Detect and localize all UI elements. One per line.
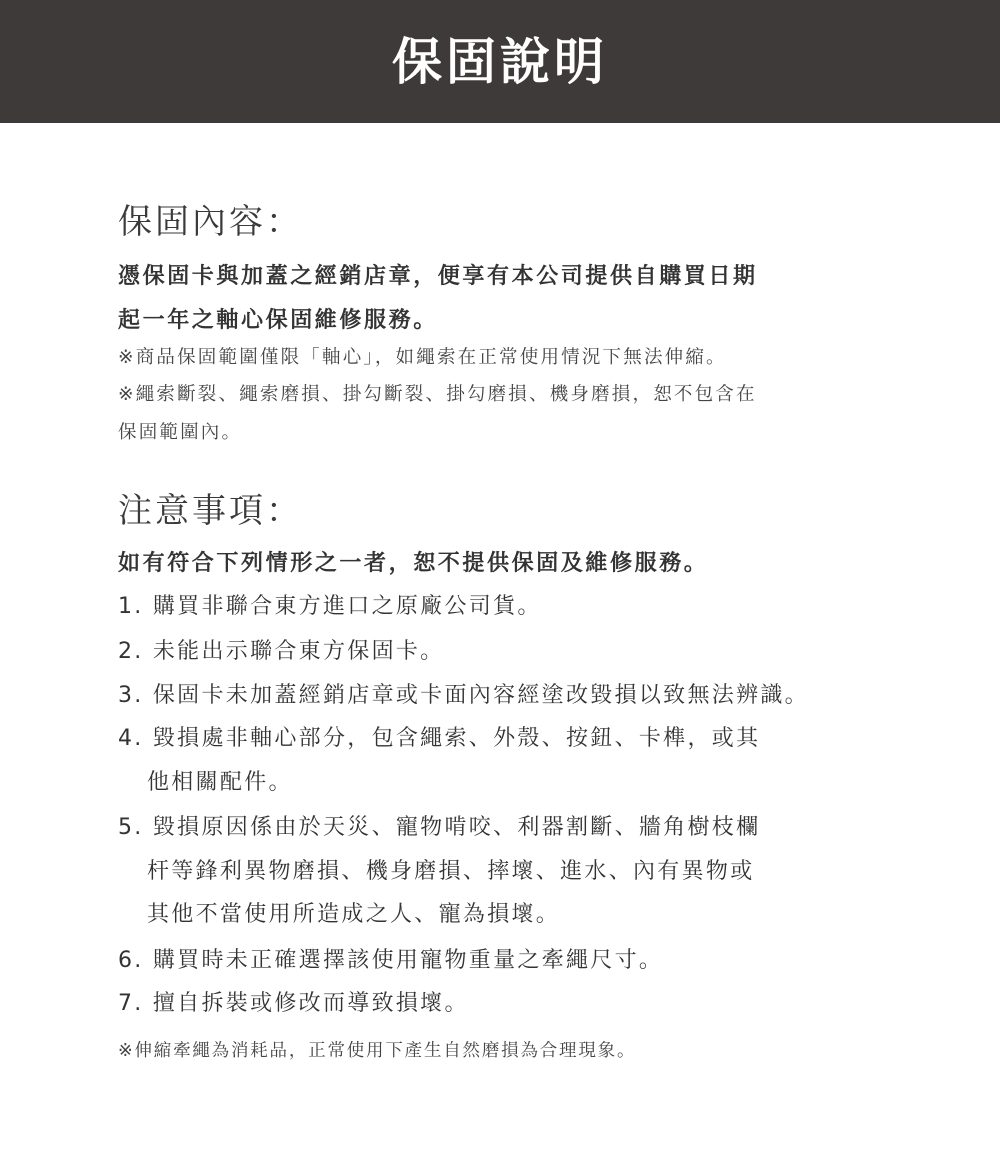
- warranty-lead-line-2: 起一年之軸心保固維修服務。: [118, 308, 438, 333]
- notice-section-title: 注意事項：: [118, 491, 303, 531]
- notice-item-3: 3. 保固卡未加蓋經銷店章或卡面內容經塗改毀損以致無法辨識。: [118, 683, 809, 708]
- notice-item-1: 1. 購買非聯合東方進口之原廠公司貨。: [118, 594, 542, 619]
- page-header: [0, 0, 1000, 123]
- notice-item-7: 7. 擅自拆裝或修改而導致損壞。: [118, 991, 469, 1016]
- notice-footnote: ※伸縮牽繩為消耗品，正常使用下產生自然磨損為合理現象。: [118, 1041, 637, 1061]
- notice-lead: 如有符合下列情形之一者，恕不提供保固及維修服務。: [118, 551, 709, 576]
- warranty-section-title: 保固內容：: [118, 202, 303, 242]
- warranty-note-1: ※商品保固範圍僅限「軸心」，如繩索在正常使用情況下無法伸縮。: [118, 347, 727, 368]
- page-title: 保固說明: [392, 32, 608, 91]
- warranty-note-2: ※繩索斷裂、繩索磨損、掛勾斷裂、掛勾磨損、機身磨損，恕不包含在: [118, 384, 757, 405]
- notice-item-6: 6. 購買時未正確選擇該使用寵物重量之牽繩尺寸。: [118, 948, 664, 973]
- notice-item-2: 2. 未能出示聯合東方保固卡。: [118, 639, 445, 664]
- notice-item-5-cont-2: 其他不當使用所造成之人、寵為損壞。: [147, 902, 561, 927]
- notice-item-5: 5. 毀損原因係由於天災、寵物啃咬、利器割斷、牆角樹枝欄: [118, 815, 761, 840]
- notice-item-4: 4. 毀損處非軸心部分，包含繩索、外殼、按鈕、卡榫，或其: [118, 726, 761, 751]
- warranty-lead-line-1: 憑保固卡與加蓋之經銷店章，便享有本公司提供自購買日期: [118, 264, 758, 289]
- notice-item-4-cont: 他相關配件。: [147, 770, 293, 795]
- notice-item-5-cont-1: 杆等鋒利異物磨損、機身磨損、摔壞、進水、內有異物或: [147, 859, 755, 884]
- warranty-note-2-cont: 保固範圍內。: [118, 422, 243, 443]
